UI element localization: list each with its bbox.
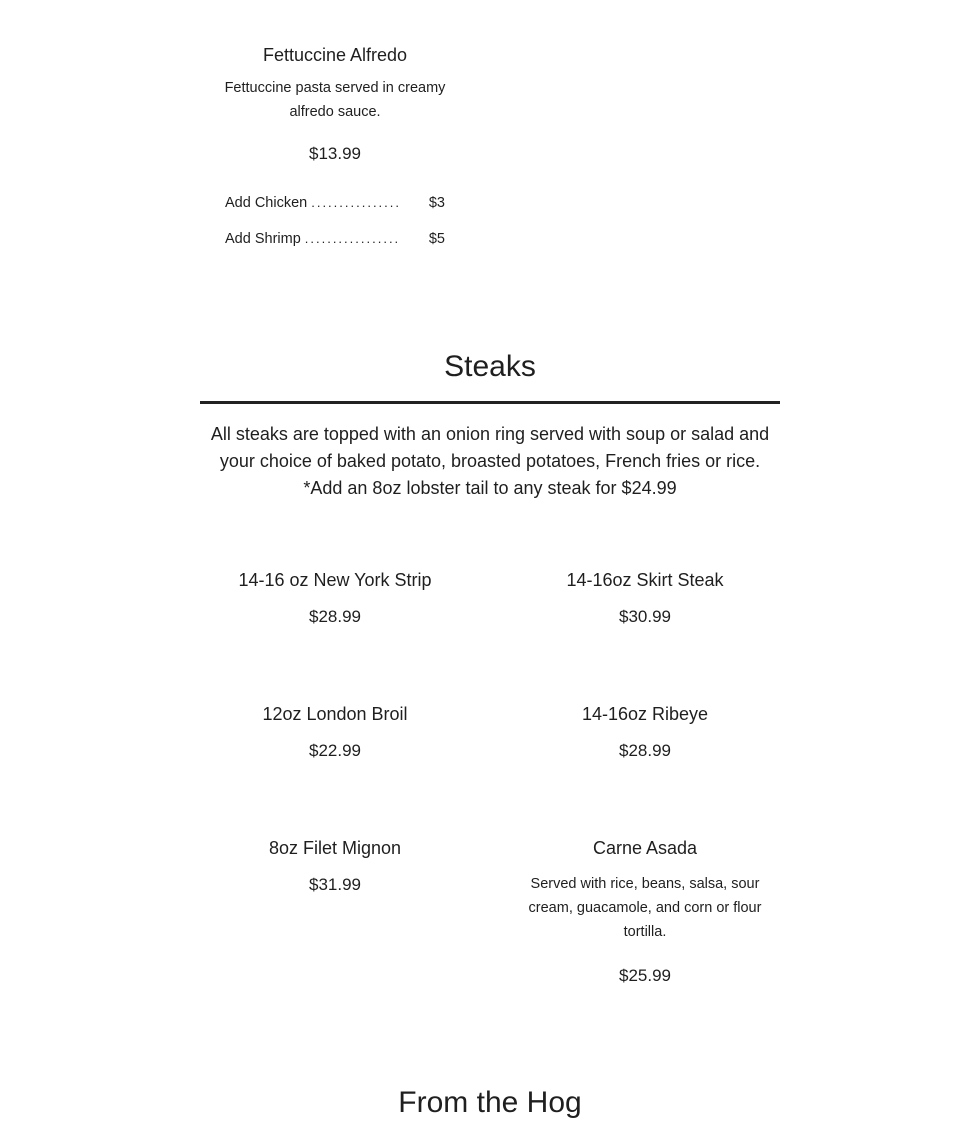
menu-item-ribeye	[510, 699, 780, 764]
section-divider	[200, 401, 780, 404]
menu-item-filet-mignon	[200, 833, 470, 898]
addon-leader-dots: ................	[311, 195, 402, 210]
item-price: $25.99	[619, 966, 671, 985]
intro-line: All steaks are topped with an onion ring served with soup or salad and	[210, 424, 770, 444]
intro-line: your choice of baked potato, broasted potatoes, French fries or rice.	[219, 451, 761, 471]
addon-price: $5	[428, 231, 445, 247]
addon-chicken	[225, 193, 445, 213]
item-name: Carne Asada	[592, 838, 698, 858]
item-name: 8oz Filet Mignon	[268, 838, 402, 858]
menu-item-fettuccine-alfredo	[200, 40, 470, 167]
intro-line: *Add an 8oz lobster tail to any steak for $24.99	[303, 478, 677, 498]
item-description: Fettuccine pasta served in creamy alfredo sauce.	[224, 80, 446, 120]
item-price: $22.99	[309, 741, 361, 760]
menu-item-london-broil	[200, 699, 470, 764]
item-price: $28.99	[619, 741, 671, 760]
menu-item-carne-asada	[510, 833, 780, 989]
item-name: 14-16 oz New York Strip	[238, 570, 432, 590]
item-description: Served with rice, beans, salsa, sour cream, guacamole, and corn or flour tortilla.	[528, 876, 762, 940]
addon-label: Add Shrimp	[225, 231, 301, 247]
addon-shrimp	[225, 229, 445, 249]
addon-price: $3	[428, 195, 445, 211]
item-name: Fettuccine Alfredo	[262, 45, 408, 65]
menu-item-skirt-steak	[510, 565, 780, 630]
section-title-steaks: Steaks	[444, 350, 536, 383]
addon-leader-dots: .................	[304, 231, 401, 246]
addon-label: Add Chicken	[225, 195, 308, 211]
item-name: 12oz London Broil	[262, 704, 408, 724]
item-name: 14-16oz Skirt Steak	[566, 570, 724, 590]
item-name: 14-16oz Ribeye	[581, 704, 709, 724]
item-price: $28.99	[309, 607, 361, 626]
menu-item-new-york-strip	[200, 565, 470, 630]
section-title-from-the-hog: From the Hog	[398, 1086, 582, 1119]
item-price: $31.99	[309, 875, 361, 894]
item-price: $30.99	[619, 607, 671, 626]
item-price: $13.99	[309, 144, 361, 163]
section-intro	[200, 421, 780, 502]
